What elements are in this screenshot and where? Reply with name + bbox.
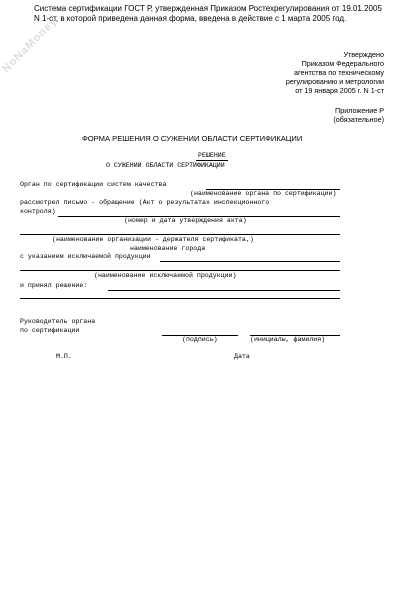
appendix-label: Приложение Р [335, 106, 384, 115]
approval-line-4: регулированию и метрологии [285, 77, 384, 86]
approval-line-1: Утверждено [343, 50, 384, 59]
decision-heading-underline [196, 160, 228, 161]
decision-field [108, 290, 340, 291]
head-title-line-1: Руководитель органа [20, 318, 96, 325]
holder-field [20, 234, 340, 235]
holder-caption: (наименование организации - держателя сертификата,) [52, 236, 254, 243]
form-title: ФОРМА РЕШЕНИЯ О СУЖЕНИИ ОБЛАСТИ СЕРТИФИКАЦИИ [82, 134, 303, 143]
approval-line-3: агентства по техническому [294, 68, 384, 77]
head-title-line-2: по сертификации [20, 327, 80, 334]
excluded-label: с указанием исключаемой продукции [20, 253, 151, 260]
city-caption: наименование города [130, 245, 206, 252]
header-line-2: N 1-ст, в которой приведена данная форма, введена в действие с 1 марта 2005 год. [34, 14, 347, 23]
organ-label: Орган по сертификации систем качества [20, 181, 167, 188]
decision-heading: РЕШЕНИЕ [198, 152, 226, 159]
approval-line-5: от 19 января 2005 г. N 1-ст [295, 86, 384, 95]
decision-subheading: О СУЖЕНИИ ОБЛАСТИ СЕРТИФИКАЦИИ [106, 162, 225, 169]
initials-caption: (инициалы, фамилия) [250, 336, 326, 343]
reviewed-line: рассмотрел письмо - обращение (Акт о результатах инспекционного [20, 199, 270, 206]
excluded-field-2 [20, 270, 340, 271]
approval-line-2: Приказом Федерального [301, 59, 384, 68]
appendix-status: (обязательное) [333, 115, 384, 124]
header-line-1: Система сертификации ГОСТ Р, утвержденная Приказом Ростехрегулирования от 19.01.2005 [34, 4, 382, 13]
date-label: Дата [234, 353, 250, 360]
signature-caption: (подпись) [182, 336, 218, 343]
stamp-label: М.П. [56, 353, 72, 360]
decision-label: и принял решение: [20, 282, 88, 289]
excluded-field [160, 261, 340, 262]
watermark: NoNaMoney [0, 15, 60, 75]
decision-field-2 [20, 298, 340, 299]
excluded-caption: (наименование исключаемой продукции) [94, 272, 237, 279]
organ-caption: (наименование органа по сертификации) [190, 190, 337, 197]
control-label: контроля) [20, 208, 56, 215]
act-caption: (номер и дата утверждения акта) [124, 217, 247, 224]
